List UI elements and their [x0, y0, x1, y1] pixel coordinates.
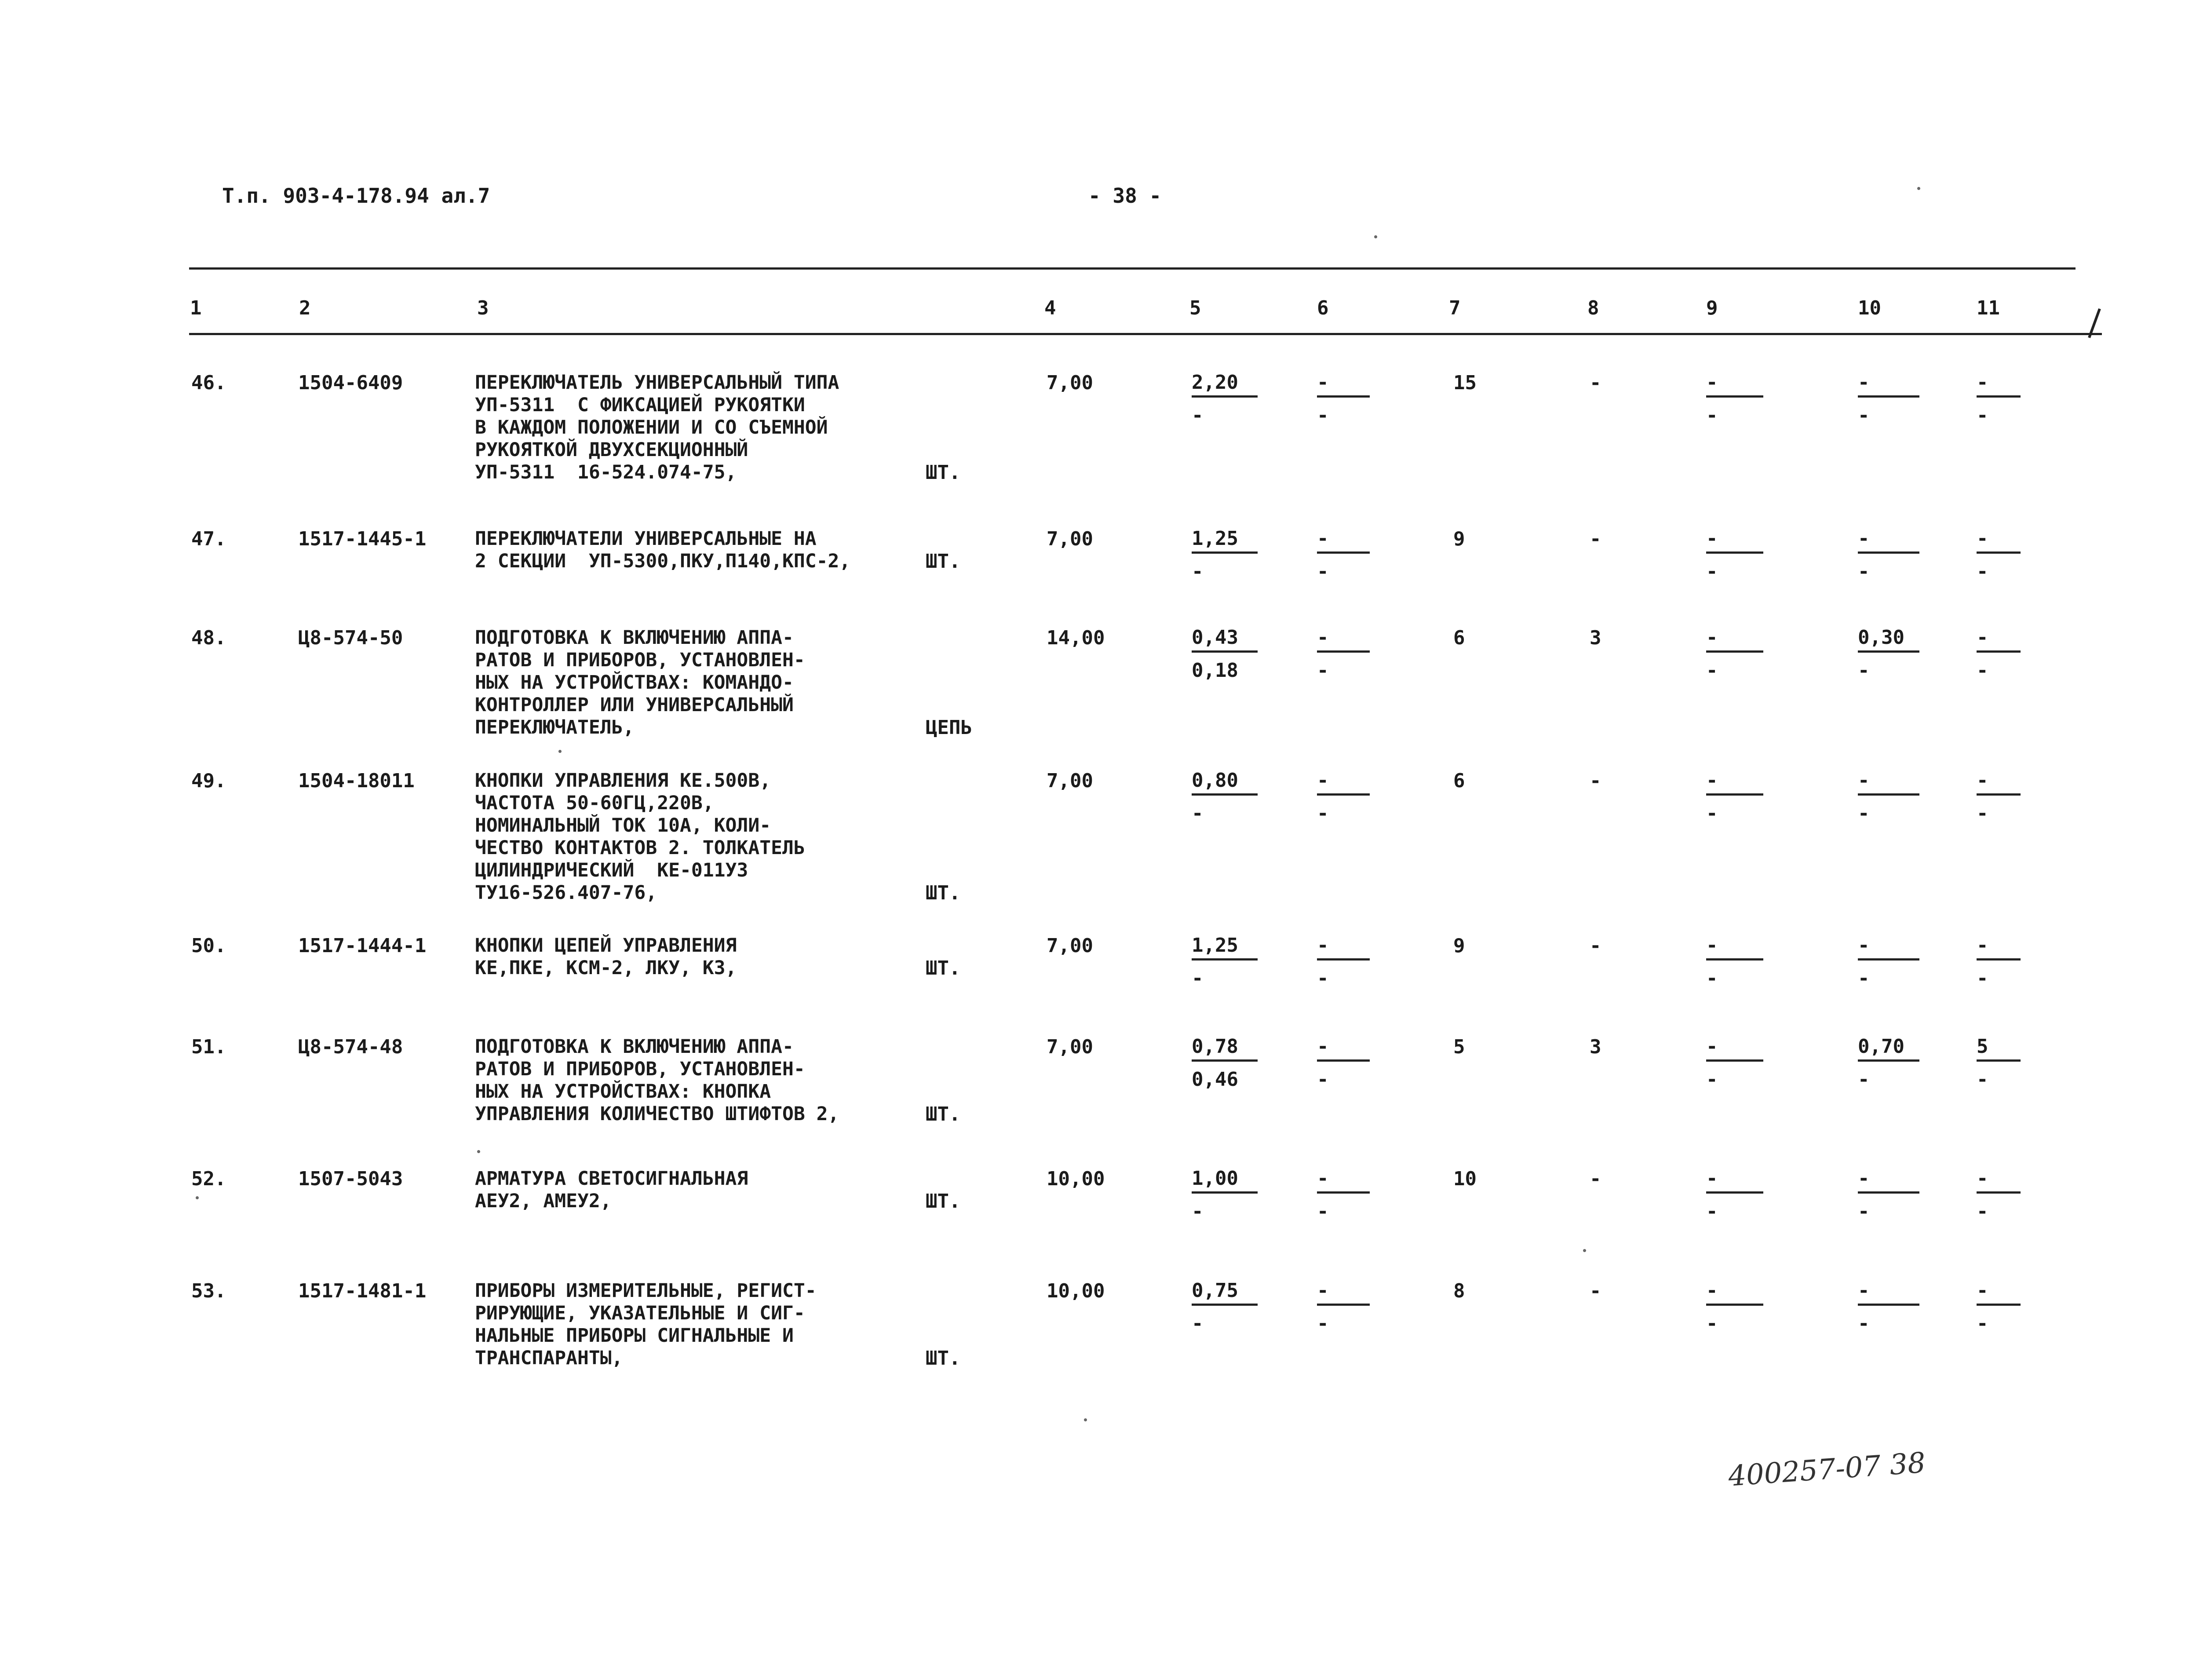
fraction-numerator: -	[1317, 527, 1329, 550]
scan-speck	[196, 1196, 199, 1199]
fraction-column-9	[1706, 627, 1763, 682]
fraction-column-11	[1977, 1036, 2021, 1091]
fraction-column-6	[1317, 1280, 1370, 1335]
table-top-rule	[189, 267, 2076, 270]
fraction-column-5	[1192, 528, 1258, 583]
fraction-denominator: -	[1706, 967, 1718, 990]
fraction-denominator: -	[1977, 404, 1988, 427]
row-number: 52.	[191, 1168, 226, 1190]
fraction-numerator: 0,80	[1192, 769, 1238, 792]
column-8-value: -	[1590, 935, 1601, 957]
fraction-column-10	[1858, 770, 1919, 825]
fraction-bar	[1192, 958, 1258, 961]
fraction-denominator: -	[1192, 802, 1204, 825]
price-code: Ц8-574-48	[298, 1036, 403, 1058]
fraction-column-9	[1706, 1168, 1763, 1223]
column-4-value: 10,00	[1047, 1168, 1105, 1190]
fraction-column-6	[1317, 770, 1370, 825]
fraction-denominator: -	[1317, 802, 1329, 825]
fraction-column-9	[1706, 770, 1763, 825]
fraction-bar	[1977, 958, 2021, 961]
table-header-rule	[189, 333, 2102, 335]
fraction-numerator: -	[1706, 626, 1718, 649]
column-7-value: 6	[1453, 627, 1465, 649]
fraction-denominator: -	[1977, 802, 1988, 825]
scan-speck	[1917, 187, 1920, 190]
fraction-denominator: -	[1977, 1312, 1988, 1335]
fraction-denominator: -	[1192, 1312, 1204, 1335]
fraction-bar	[1977, 395, 2021, 398]
fraction-numerator: -	[1858, 1279, 1870, 1302]
fraction-bar	[1192, 1191, 1258, 1194]
fraction-bar	[1706, 551, 1763, 554]
fraction-bar	[1858, 1304, 1919, 1306]
fraction-column-10	[1858, 1280, 1919, 1335]
fraction-denominator: -	[1706, 659, 1718, 682]
fraction-bar	[1706, 1191, 1763, 1194]
fraction-column-5	[1192, 1036, 1258, 1091]
fraction-denominator: -	[1706, 1200, 1718, 1223]
fraction-bar	[1192, 1059, 1258, 1062]
column-8-value: -	[1590, 528, 1601, 550]
fraction-bar	[1706, 958, 1763, 961]
fraction-numerator: -	[1317, 1279, 1329, 1302]
fraction-column-11	[1977, 770, 2021, 825]
fraction-numerator: -	[1706, 934, 1718, 957]
column-8-value: -	[1590, 1168, 1601, 1190]
fraction-denominator: -	[1192, 560, 1204, 583]
fraction-denominator: -	[1858, 1312, 1870, 1335]
unit-of-measure: ШТ.	[926, 1103, 961, 1125]
fraction-bar	[1977, 1059, 2021, 1062]
fraction-denominator: 0,18	[1192, 659, 1238, 682]
price-code: 1507-5043	[298, 1168, 403, 1190]
price-code: 1504-6409	[298, 372, 403, 394]
column-4-value: 14,00	[1047, 627, 1105, 649]
column-4-value: 7,00	[1047, 770, 1093, 792]
column-header-4: 4	[1044, 297, 1056, 319]
fraction-denominator: -	[1977, 1200, 1988, 1223]
fraction-numerator: -	[1977, 1167, 1988, 1190]
fraction-numerator: -	[1317, 1035, 1329, 1058]
fraction-bar	[1858, 650, 1919, 653]
document-code: Т.п. 903-4-178.94 ал.7	[222, 184, 490, 208]
scan-speck	[477, 1150, 480, 1153]
price-code: 1517-1481-1	[298, 1280, 427, 1302]
column-8-value: -	[1590, 372, 1601, 394]
column-8-value: -	[1590, 1280, 1601, 1302]
fraction-column-9	[1706, 935, 1763, 990]
unit-of-measure: ШТ.	[926, 1347, 961, 1370]
column-4-value: 7,00	[1047, 935, 1093, 957]
fraction-bar	[1317, 793, 1370, 796]
fraction-numerator: -	[1317, 769, 1329, 792]
unit-of-measure: ШТ.	[926, 550, 961, 573]
unit-of-measure: ШТ.	[926, 1190, 961, 1213]
fraction-denominator: -	[1317, 560, 1329, 583]
fraction-bar	[1858, 395, 1919, 398]
fraction-column-11	[1977, 372, 2021, 427]
fraction-column-5	[1192, 1280, 1258, 1335]
fraction-numerator: -	[1858, 934, 1870, 957]
fraction-bar	[1706, 1059, 1763, 1062]
fraction-numerator: -	[1977, 527, 1988, 550]
fraction-numerator: 1,25	[1192, 934, 1238, 957]
fraction-numerator: -	[1858, 527, 1870, 550]
fraction-numerator: -	[1317, 934, 1329, 957]
price-code: Ц8-574-50	[298, 627, 403, 649]
fraction-numerator: 0,30	[1858, 626, 1904, 649]
fraction-column-9	[1706, 528, 1763, 583]
fraction-column-11	[1977, 627, 2021, 682]
fraction-numerator: -	[1977, 371, 1988, 394]
fraction-denominator: -	[1858, 1200, 1870, 1223]
fraction-bar	[1192, 395, 1258, 398]
fraction-bar	[1317, 1191, 1370, 1194]
fraction-bar	[1977, 650, 2021, 653]
column-4-value: 7,00	[1047, 528, 1093, 550]
page-number: - 38 -	[1088, 184, 1162, 208]
fraction-numerator: 0,78	[1192, 1035, 1238, 1058]
column-header-7: 7	[1449, 297, 1461, 319]
fraction-numerator: -	[1706, 769, 1718, 792]
item-description: ПОДГОТОВКА К ВКЛЮЧЕНИЮ АППА- РАТОВ И ПРИБОРОВ, УСТАНОВЛЕН- НЫХ НА УСТРОЙСТВАХ: КНОПКА УПРАВЛЕНИЯ КОЛИЧЕСТВО ШТИФТОВ 2,	[475, 1036, 839, 1125]
column-header-8: 8	[1587, 297, 1599, 319]
column-header-2: 2	[299, 297, 311, 319]
fraction-bar	[1317, 1059, 1370, 1062]
fraction-column-5	[1192, 372, 1258, 427]
fraction-bar	[1192, 793, 1258, 796]
fraction-denominator: -	[1858, 802, 1870, 825]
unit-of-measure: ШТ.	[926, 957, 961, 979]
scan-speck	[1583, 1249, 1586, 1252]
fraction-bar	[1858, 793, 1919, 796]
fraction-numerator: -	[1858, 371, 1870, 394]
fraction-column-5	[1192, 770, 1258, 825]
item-description: ПОДГОТОВКА К ВКЛЮЧЕНИЮ АППА- РАТОВ И ПРИБОРОВ, УСТАНОВЛЕН- НЫХ НА УСТРОЙСТВАХ: КОМАНДО- КОНТРОЛЛЕР ИЛИ УНИВЕРСАЛЬНЫЙ ПЕРЕКЛЮЧАТЕЛЬ,	[475, 627, 805, 738]
row-number: 51.	[191, 1036, 226, 1058]
fraction-numerator: -	[1858, 1167, 1870, 1190]
item-description: КНОПКИ ЦЕПЕЙ УПРАВЛЕНИЯ КЕ,ПКЕ, КСМ-2, ЛКУ, КЗ,	[475, 935, 737, 979]
item-description: ПРИБОРЫ ИЗМЕРИТЕЛЬНЫЕ, РЕГИСТ- РИРУЮЩИЕ, УКАЗАТЕЛЬНЫЕ И СИГ- НАЛЬНЫЕ ПРИБОРЫ СИГНАЛЬНЫЕ И ТРАНСПАРАНТЫ,	[475, 1280, 817, 1369]
fraction-column-10	[1858, 1168, 1919, 1223]
fraction-column-6	[1317, 528, 1370, 583]
column-header-1: 1	[190, 297, 202, 319]
fraction-denominator: -	[1317, 659, 1329, 682]
fraction-column-10	[1858, 1036, 1919, 1091]
row-number: 46.	[191, 372, 226, 394]
fraction-bar	[1858, 551, 1919, 554]
fraction-column-11	[1977, 528, 2021, 583]
fraction-numerator: -	[1706, 1035, 1718, 1058]
item-description: ПЕРЕКЛЮЧАТЕЛЬ УНИВЕРСАЛЬНЫЙ ТИПА УП-5311 С ФИКСАЦИЕЙ РУКОЯТКИ В КАЖДОМ ПОЛОЖЕНИИ И СО СЪЕМНОЙ РУКОЯТКОЙ ДВУХСЕКЦИОННЫЙ УП-5311 16-524.074-75,	[475, 372, 839, 483]
column-header-6: 6	[1317, 297, 1329, 319]
fraction-column-11	[1977, 935, 2021, 990]
fraction-bar	[1317, 395, 1370, 398]
fraction-numerator: 0,75	[1192, 1279, 1238, 1302]
fraction-bar	[1706, 1304, 1763, 1306]
fraction-denominator: -	[1317, 967, 1329, 990]
fraction-numerator: -	[1706, 527, 1718, 550]
fraction-denominator: -	[1977, 560, 1988, 583]
column-8-value: 3	[1590, 1036, 1601, 1058]
column-8-value: -	[1590, 770, 1601, 792]
column-header-3: 3	[477, 297, 489, 319]
fraction-column-5	[1192, 935, 1258, 990]
fraction-column-10	[1858, 627, 1919, 682]
fraction-denominator: -	[1317, 1200, 1329, 1223]
column-4-value: 10,00	[1047, 1280, 1105, 1302]
scan-speck	[1374, 235, 1377, 238]
fraction-denominator: -	[1706, 1068, 1718, 1091]
fraction-bar	[1192, 551, 1258, 554]
fraction-bar	[1977, 793, 2021, 796]
fraction-bar	[1317, 551, 1370, 554]
fraction-bar	[1192, 1304, 1258, 1306]
fraction-bar	[1317, 650, 1370, 653]
fraction-denominator: -	[1858, 659, 1870, 682]
fraction-denominator: -	[1858, 560, 1870, 583]
fraction-denominator: -	[1706, 404, 1718, 427]
column-7-value: 10	[1453, 1168, 1477, 1190]
unit-of-measure: ШТ.	[926, 461, 961, 484]
fraction-denominator: -	[1317, 404, 1329, 427]
fraction-bar	[1706, 395, 1763, 398]
row-number: 48.	[191, 627, 226, 649]
fraction-numerator: -	[1317, 371, 1329, 394]
fraction-denominator: -	[1317, 1068, 1329, 1091]
fraction-column-6	[1317, 372, 1370, 427]
fraction-numerator: -	[1317, 1167, 1329, 1190]
fraction-bar	[1977, 1191, 2021, 1194]
item-description: ПЕРЕКЛЮЧАТЕЛИ УНИВЕРСАЛЬНЫЕ НА 2 СЕКЦИИ УП-5300,ПКУ,П140,КПС-2,	[475, 528, 851, 572]
unit-of-measure: ШТ.	[926, 882, 961, 904]
column-4-value: 7,00	[1047, 372, 1093, 394]
fraction-column-10	[1858, 935, 1919, 990]
fraction-numerator: -	[1977, 1279, 1988, 1302]
fraction-column-6	[1317, 1036, 1370, 1091]
fraction-bar	[1858, 958, 1919, 961]
fraction-denominator: -	[1192, 404, 1204, 427]
fraction-denominator: -	[1977, 967, 1988, 990]
fraction-numerator: -	[1317, 626, 1329, 649]
fraction-numerator: -	[1977, 934, 1988, 957]
column-header-9: 9	[1706, 297, 1718, 319]
fraction-bar	[1977, 1304, 2021, 1306]
row-number: 47.	[191, 528, 226, 550]
fraction-bar	[1317, 958, 1370, 961]
fraction-column-6	[1317, 1168, 1370, 1223]
column-header-10: 10	[1858, 297, 1881, 319]
fraction-numerator: 0,43	[1192, 626, 1238, 649]
fraction-denominator: -	[1706, 802, 1718, 825]
fraction-bar	[1977, 551, 2021, 554]
fraction-denominator: -	[1706, 1312, 1718, 1335]
fraction-column-11	[1977, 1168, 2021, 1223]
fraction-bar	[1192, 650, 1258, 653]
column-header-11: 11	[1977, 297, 2000, 319]
fraction-numerator: 5	[1977, 1035, 1988, 1058]
column-header-5: 5	[1189, 297, 1201, 319]
column-7-value: 9	[1453, 935, 1465, 957]
column-7-value: 5	[1453, 1036, 1465, 1058]
fraction-numerator: -	[1977, 626, 1988, 649]
fraction-denominator: -	[1317, 1312, 1329, 1335]
fraction-numerator: 2,20	[1192, 371, 1238, 394]
fraction-denominator: -	[1858, 404, 1870, 427]
fraction-column-11	[1977, 1280, 2021, 1335]
fraction-numerator: -	[1858, 769, 1870, 792]
fraction-denominator: -	[1977, 659, 1988, 682]
fraction-denominator: 0,46	[1192, 1068, 1238, 1091]
fraction-bar	[1858, 1059, 1919, 1062]
column-7-value: 15	[1453, 372, 1477, 394]
fraction-numerator: 1,00	[1192, 1167, 1238, 1190]
fraction-column-10	[1858, 528, 1919, 583]
fraction-bar	[1317, 1304, 1370, 1306]
fraction-column-9	[1706, 372, 1763, 427]
fraction-column-9	[1706, 1280, 1763, 1335]
column-7-value: 8	[1453, 1280, 1465, 1302]
price-code: 1504-18011	[298, 770, 415, 792]
fraction-column-5	[1192, 1168, 1258, 1223]
scan-speck	[1084, 1418, 1087, 1421]
fraction-column-5	[1192, 627, 1258, 682]
fraction-bar	[1858, 1191, 1919, 1194]
row-number: 53.	[191, 1280, 226, 1302]
fraction-numerator: -	[1977, 769, 1988, 792]
row-number: 49.	[191, 770, 226, 792]
fraction-denominator: -	[1977, 1068, 1988, 1091]
item-description: АРМАТУРА СВЕТОСИГНАЛЬНАЯ АЕУ2, АМЕУ2,	[475, 1168, 748, 1212]
handwritten-signature: 400257-07 38	[1727, 1446, 1927, 1493]
fraction-numerator: 1,25	[1192, 527, 1238, 550]
fraction-numerator: -	[1706, 1279, 1718, 1302]
fraction-column-6	[1317, 935, 1370, 990]
item-description: КНОПКИ УПРАВЛЕНИЯ КЕ.500В, ЧАСТОТА 50-60ГЦ,220В, НОМИНАЛЬНЫЙ ТОК 10А, КОЛИ- ЧЕСТВО КОНТАКТОВ 2. ТОЛКАТЕЛЬ ЦИЛИНДРИЧЕСКИЙ КЕ-011У3 ТУ16-526.407-76,	[475, 770, 805, 904]
column-7-value: 6	[1453, 770, 1465, 792]
scan-speck	[558, 750, 562, 753]
fraction-column-9	[1706, 1036, 1763, 1091]
row-number: 50.	[191, 935, 226, 957]
fraction-denominator: -	[1192, 967, 1204, 990]
fraction-denominator: -	[1858, 1068, 1870, 1091]
price-code: 1517-1445-1	[298, 528, 427, 550]
column-4-value: 7,00	[1047, 1036, 1093, 1058]
fraction-denominator: -	[1706, 560, 1718, 583]
fraction-column-10	[1858, 372, 1919, 427]
price-code: 1517-1444-1	[298, 935, 427, 957]
fraction-bar	[1706, 650, 1763, 653]
fraction-numerator: -	[1706, 371, 1718, 394]
column-8-value: 3	[1590, 627, 1601, 649]
unit-of-measure: ЦЕПЬ	[926, 716, 972, 739]
fraction-denominator: -	[1858, 967, 1870, 990]
column-7-value: 9	[1453, 528, 1465, 550]
fraction-numerator: 0,70	[1858, 1035, 1904, 1058]
fraction-bar	[1706, 793, 1763, 796]
fraction-column-6	[1317, 627, 1370, 682]
fraction-denominator: -	[1192, 1200, 1204, 1223]
fraction-numerator: -	[1706, 1167, 1718, 1190]
